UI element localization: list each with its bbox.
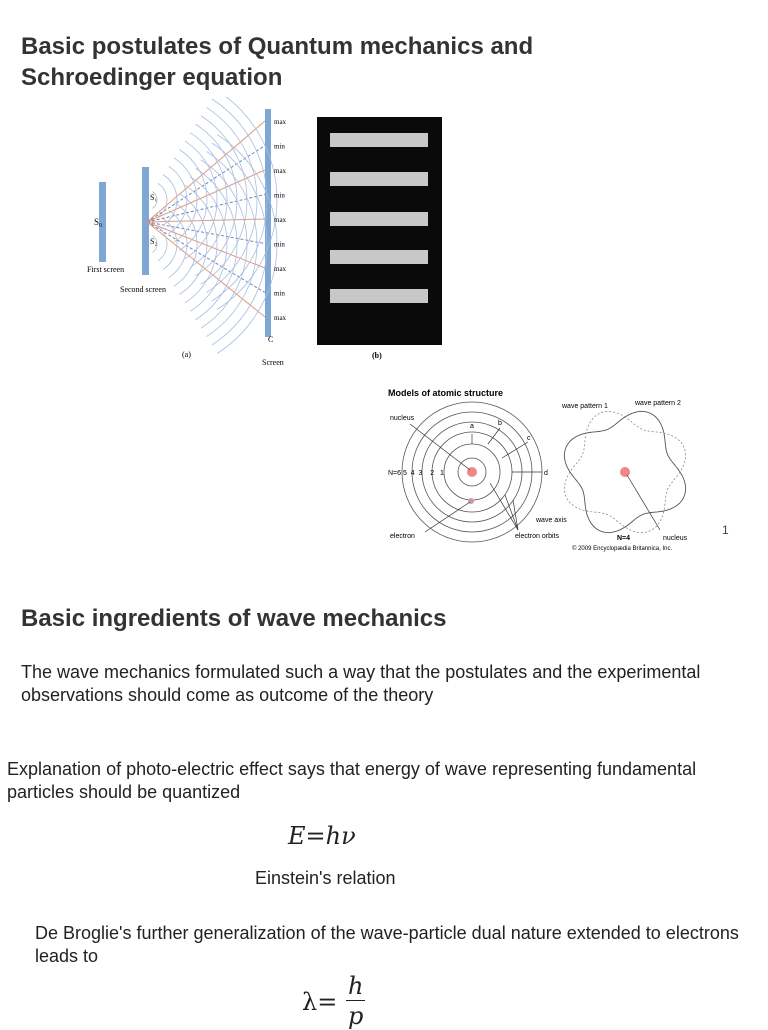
label-b: (b) (372, 351, 382, 360)
fringe-label: min (274, 191, 285, 200)
section-heading: Basic ingredients of wave mechanics (21, 605, 447, 632)
bright-fringe (330, 289, 428, 303)
fringe-labels (274, 118, 287, 322)
paragraph-photoelectric: Explanation of photo-electric effect says that energy of wave representing fundamental particles should be quantized (7, 759, 697, 802)
label-wave-axis: wave axis (536, 517, 567, 524)
figure-title: Models of atomic structure (388, 388, 504, 398)
label-electron: electron (390, 533, 415, 540)
paragraph-de-broglie: De Broglie's further generalization of the wave-particle dual nature extended to electrons leads to (35, 923, 739, 966)
label-d: d (544, 470, 548, 477)
fringe-label: max (274, 265, 287, 273)
fringe-label: max (274, 118, 287, 126)
label-electron-orbits: electron orbits (515, 533, 559, 540)
label-wave-pattern-1: wave pattern 1 (562, 403, 608, 410)
fringe-label: min (274, 142, 285, 151)
wavefronts (152, 97, 277, 353)
fringe-label: min (274, 240, 285, 249)
label-n4: N=4 (617, 535, 631, 542)
copyright: © 2009 Encyclopædia Britannica, Inc. (572, 546, 673, 552)
label-levels: N=6 5 4 3 2 1 (388, 470, 444, 477)
bright-fringe (330, 133, 428, 147)
label-s1: S₁ (150, 193, 158, 202)
bright-fringe (330, 172, 428, 186)
equation-de-broglie: λ= h p (302, 972, 364, 1030)
wavefront (169, 166, 187, 233)
wavefront (174, 158, 197, 242)
label-c: C (268, 335, 274, 344)
fringe-photo (317, 117, 442, 345)
fringe-label: max (274, 314, 287, 322)
wavefront (163, 175, 177, 225)
label-first-screen: First screen (87, 265, 125, 274)
label-second-screen: Second screen (120, 285, 166, 294)
atomic-models-figure (370, 380, 710, 560)
label-b: b (498, 420, 502, 427)
double-slit-figure (82, 97, 447, 367)
page-number: 1 (722, 523, 729, 537)
label-wave-pattern-2: wave pattern 2 (635, 400, 681, 407)
label-nucleus-2: nucleus (663, 535, 688, 542)
label-c: c (527, 435, 531, 442)
label-a: (a) (182, 350, 191, 359)
slide-title: Basic postulates of Quantum mechanics and Schroedinger equation (21, 33, 534, 91)
wavefront (185, 141, 217, 259)
label-screen: Screen (262, 358, 284, 367)
label-s2: S₂ (150, 237, 158, 246)
leader-lines (410, 424, 542, 532)
equation-caption: Einstein's relation (255, 868, 396, 888)
label-nucleus: nucleus (390, 415, 415, 422)
fringe-label: min (274, 289, 285, 298)
wavefront (179, 150, 207, 251)
fraction-numerator: h (348, 972, 364, 1000)
nucleus-2 (620, 467, 630, 477)
equation-einstein: E=hν (288, 822, 356, 850)
paragraph-wave-mechanics: The wave mechanics formulated such a way that the postulates and the experimental observations should come as outcome of the theory (21, 662, 701, 705)
label-a: a (470, 423, 474, 430)
bright-fringe (330, 212, 428, 226)
fringe-label: max (274, 167, 287, 175)
label-s0: S₀ (94, 217, 103, 227)
detection-screen-bar (265, 109, 271, 337)
bright-fringe (330, 250, 428, 264)
fraction-denominator: p (348, 1002, 364, 1030)
ray (147, 222, 265, 317)
wavefront (169, 210, 187, 277)
fringe-label: max (274, 216, 287, 224)
